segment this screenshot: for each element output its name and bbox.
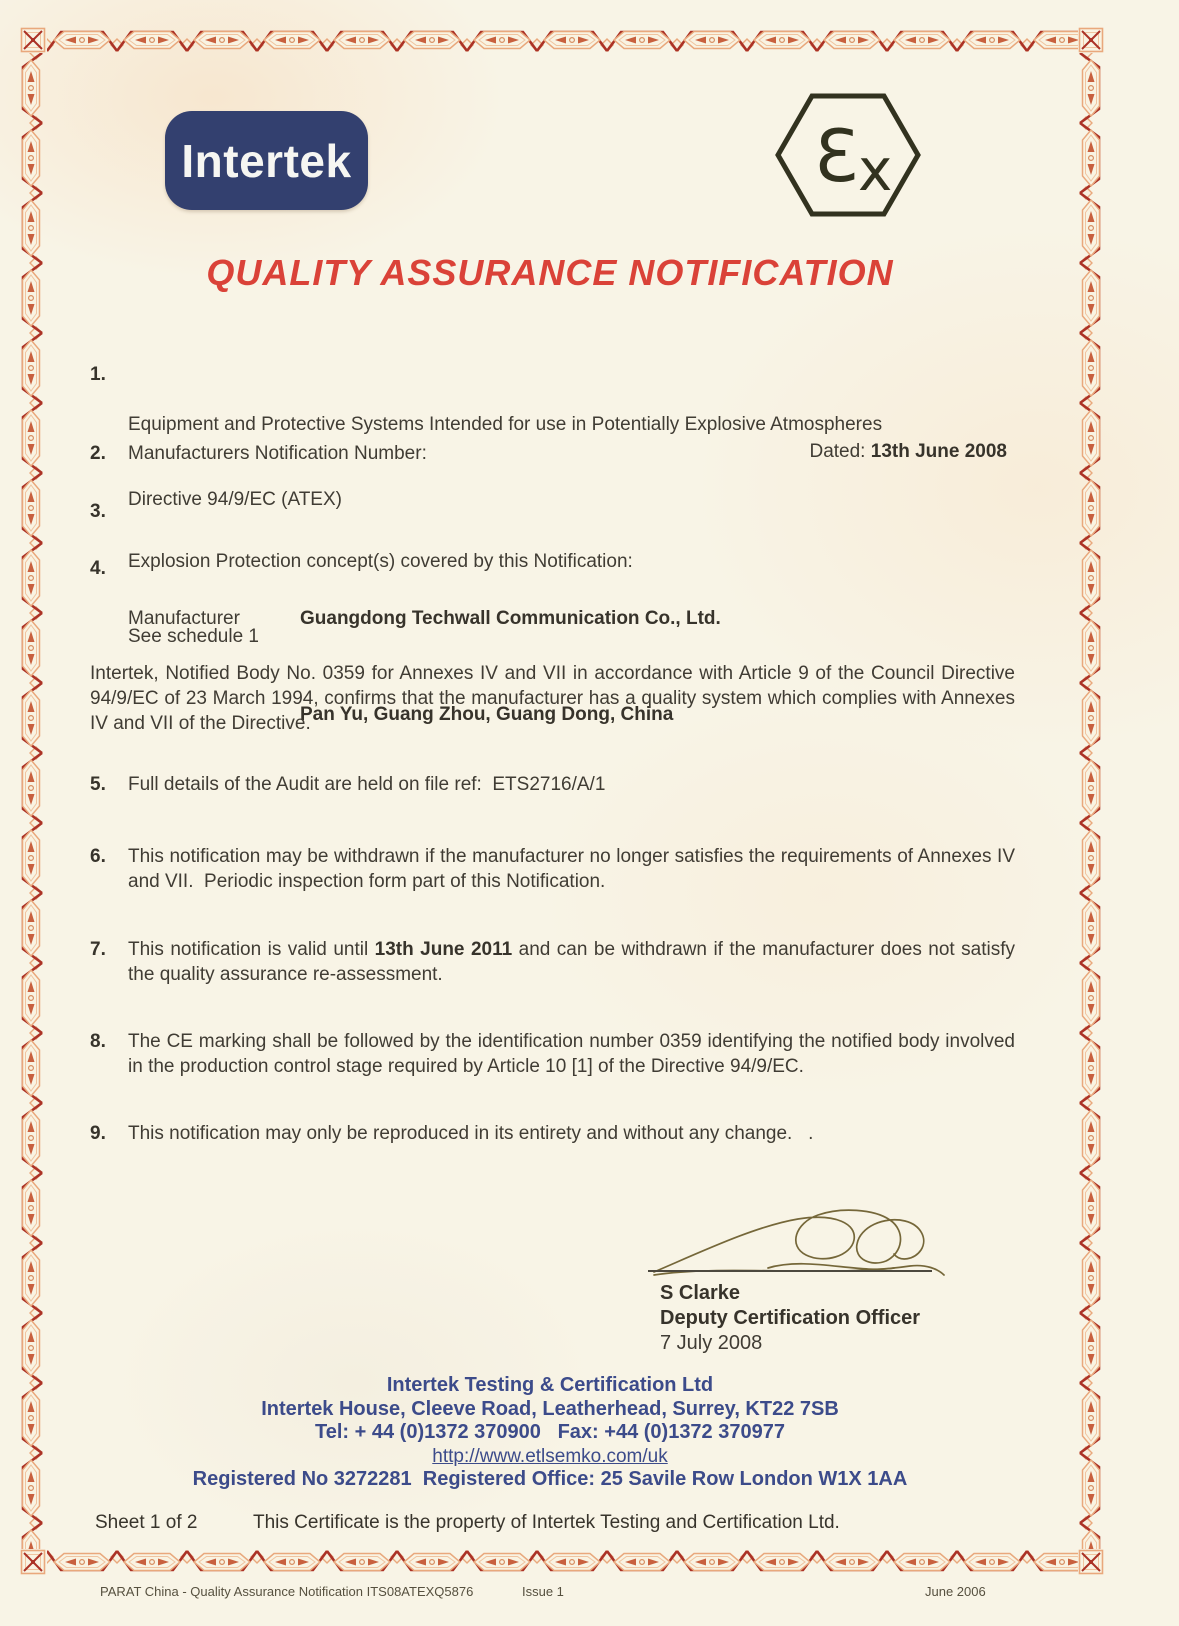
item-8-number: 8. [90, 1031, 106, 1052]
footer-phone-fax: Tel: + 44 (0)1372 370900 Fax: +44 (0)1372 370977 [315, 1421, 785, 1443]
item-3-number: 3. [90, 501, 106, 522]
footer-url-link: http://www.etlsemko.com/uk [432, 1445, 668, 1467]
signature-line [648, 1270, 932, 1272]
footer-registered: Registered No 3272281 Registered Office: 25 Savile Row London W1X 1AA [192, 1468, 908, 1490]
item-4-number: 4. [90, 558, 106, 579]
atex-ex-icon [770, 86, 926, 224]
item-2-dated: Dated: 13th June 2008 [809, 441, 1007, 462]
border-bottom [47, 1549, 1078, 1575]
item-2 [90, 441, 1015, 466]
item-1-text: Equipment and Protective Systems Intended for use in Potentially Explosive Atmospheres Directive 94/9/EC (ATEX) [128, 414, 883, 510]
signatory-role: Deputy Certification Officer [660, 1307, 921, 1329]
item-9-number: 9. [90, 1123, 106, 1144]
border-corner-tl [19, 26, 47, 54]
page-title: QUALITY ASSURANCE NOTIFICATION [206, 252, 894, 293]
signatory-name: S Clarke [660, 1282, 741, 1304]
item-8-text: The CE marking shall be followed by the identification number 0359 identifying the notified body involved in the production control stage required by Article 10 [1] of the Directive 94/9/EC. [128, 1031, 1021, 1077]
intertek-logo-text: Intertek [181, 134, 352, 187]
manufacturer-label: Manufacturer [128, 608, 240, 629]
border-left [18, 53, 44, 1549]
company-footer [90, 1374, 1010, 1492]
sheet-number: Sheet 1 of 2 [95, 1512, 198, 1533]
footer-address: Intertek House, Cleeve Road, Leatherhead, Surrey, KT22 7SB [261, 1397, 839, 1420]
manufacturer-address: Pan Yu, Guang Zhou, Guang Dong, China [300, 704, 674, 725]
valid-until-date: 13th June 2011 [374, 939, 513, 960]
item-8 [90, 1029, 1021, 1079]
border-right [1078, 53, 1104, 1549]
item-5-text: Full details of the Audit are held on file ref: ETS2716/A/1 [128, 774, 606, 795]
item-6-number: 6. [90, 846, 106, 867]
footer-company: Intertek Testing & Certification Ltd [386, 1374, 714, 1396]
sheet-row [95, 1512, 1015, 1534]
certificate-property-note: This Certificate is the property of Intertek Testing and Certification Ltd. [253, 1512, 840, 1533]
item-9 [90, 1121, 1015, 1146]
dated-value: 13th June 2008 [870, 441, 1007, 462]
item-7-text: This notification is valid until 13th June 2011 and can be withdrawn if the manufacturer does not satisfy the quality assurance re-assessment. [128, 939, 1021, 985]
notified-body-paragraph: Intertek, Notified Body No. 0359 for Annexes IV and VII in accordance with Article 9 of the Council Directive 94/9/EC of 23 March 1994, confirms that the manufacturer has a quality system which complies with Annexes IV and VII of the Directive. [90, 663, 1015, 734]
manufacturer-company: Guangdong Techwall Communication Co., Ltd. [300, 608, 721, 629]
item-7-number: 7. [90, 939, 106, 960]
ex-glyph-x: x [858, 136, 893, 204]
item-6 [90, 844, 1021, 894]
item-7 [90, 937, 1021, 987]
ex-glyph-epsilon: Ɛ [814, 114, 859, 198]
margin-date: June 2006 [925, 1584, 986, 1599]
margin-issue: Issue 1 [522, 1584, 564, 1599]
item-3-text: Explosion Protection concept(s) covered by this Notification: See schedule 1 [128, 551, 633, 647]
item-9-text: This notification may only be reproduced in its entirety and without any change. . [128, 1123, 814, 1144]
border-top [47, 27, 1078, 53]
border-corner-bl [19, 1548, 47, 1576]
item-6-text: This notification may be withdrawn if the manufacturer no longer satisfies the requirements of Annexes IV and VII. Periodic inspection form part of this Notification. [128, 846, 1021, 892]
margin-reference: PARAT China - Quality Assurance Notification ITS08ATEXQ5876 [100, 1584, 474, 1599]
border-corner-br [1077, 1548, 1105, 1576]
item-2-number: 2. [90, 443, 106, 464]
signature-block [660, 1281, 920, 1356]
item-5 [90, 772, 1015, 797]
border-corner-tr [1077, 26, 1105, 54]
item-5-number: 5. [90, 774, 106, 795]
item-2-text: Manufacturers Notification Number: [128, 443, 427, 464]
signature-date: 7 July 2008 [660, 1332, 763, 1354]
item-1-number: 1. [90, 364, 106, 385]
intertek-logo [165, 111, 368, 210]
